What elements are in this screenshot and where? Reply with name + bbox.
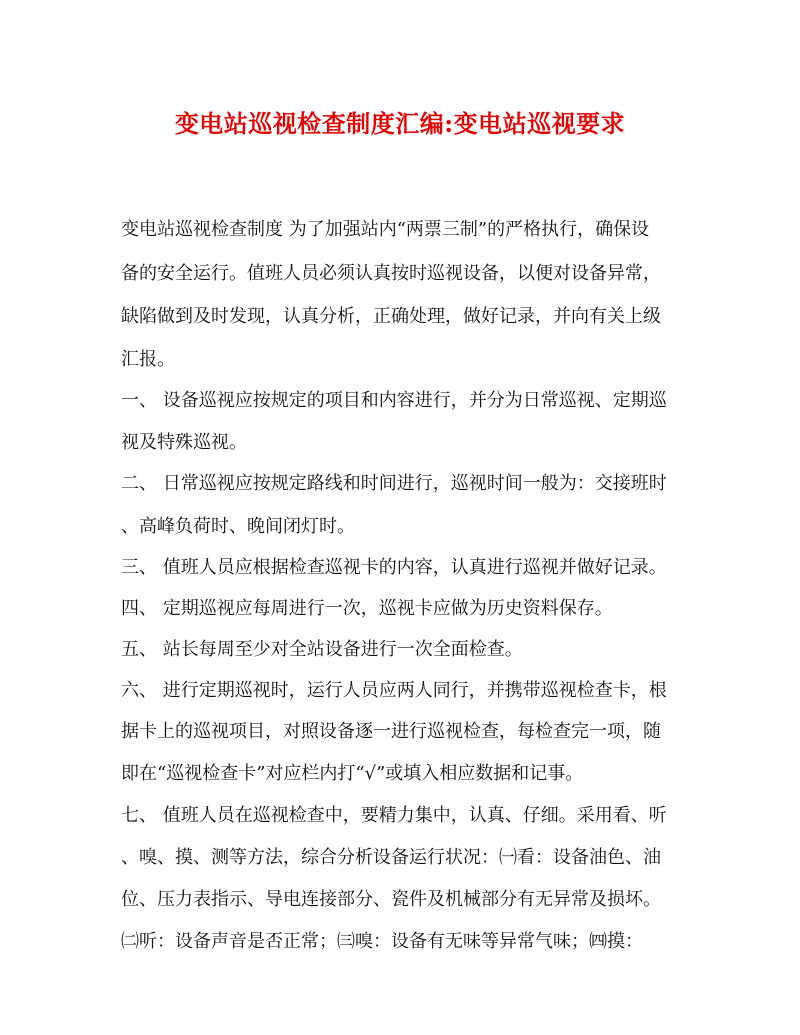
body-line: 、高峰负荷时、晚间闭灯时。: [121, 516, 355, 537]
body-line: 四、 定期巡视应每周进行一次，巡视卡应做为历史资料保存。: [121, 598, 613, 619]
body-line: 二、 日常巡视应按规定路线和时间进行，巡视时间一般为：交接班时: [121, 473, 667, 494]
document-title: 变电站巡视检查制度汇编:变电站巡视要求: [174, 109, 626, 138]
body-line: 汇报。: [121, 349, 175, 370]
body-line: 一、 设备巡视应按规定的项目和内容进行，并分为日常巡视、定期巡: [121, 390, 667, 411]
body-line: 备的安全运行。值班人员必须认真按时巡视设备，以便对设备异常，: [121, 263, 661, 284]
body-line: 六、 进行定期巡视时，运行人员应两人同行，并携带巡视检查卡，根: [121, 680, 667, 701]
body-line: 、嗅、摸、测等方法，综合分析设备运行状况：㈠看：设备油色、油: [121, 847, 661, 868]
body-line: 视及特殊巡视。: [121, 432, 247, 453]
body-line: 据卡上的巡视项目，对照设备逐一进行巡视检查，每检查完一项，随: [121, 721, 661, 742]
body-line: 缺陷做到及时发现，认真分析，正确处理，做好记录，并向有关上级: [121, 306, 661, 327]
body-line: 变电站巡视检查制度 为了加强站内“两票三制”的严格执行，确保设: [121, 219, 650, 240]
body-line: 七、 值班人员在巡视检查中，要精力集中，认真、仔细。采用看、听: [121, 805, 667, 826]
body-line: 三、 值班人员应根据检查巡视卡的内容，认真进行巡视并做好记录。: [121, 557, 667, 578]
body-line: 即在“巡视检查卡”对应栏内打“√”或填入相应数据和记事。: [121, 763, 584, 784]
body-line: ㈡听：设备声音是否正常；㈢嗅：设备有无味等异常气味；㈣摸：: [121, 931, 643, 952]
body-line: 位、压力表指示、导电连接部分、瓷件及机械部分有无异常及损坏。: [121, 889, 661, 910]
body-line: 五、 站长每周至少对全站设备进行一次全面检查。: [121, 639, 523, 660]
